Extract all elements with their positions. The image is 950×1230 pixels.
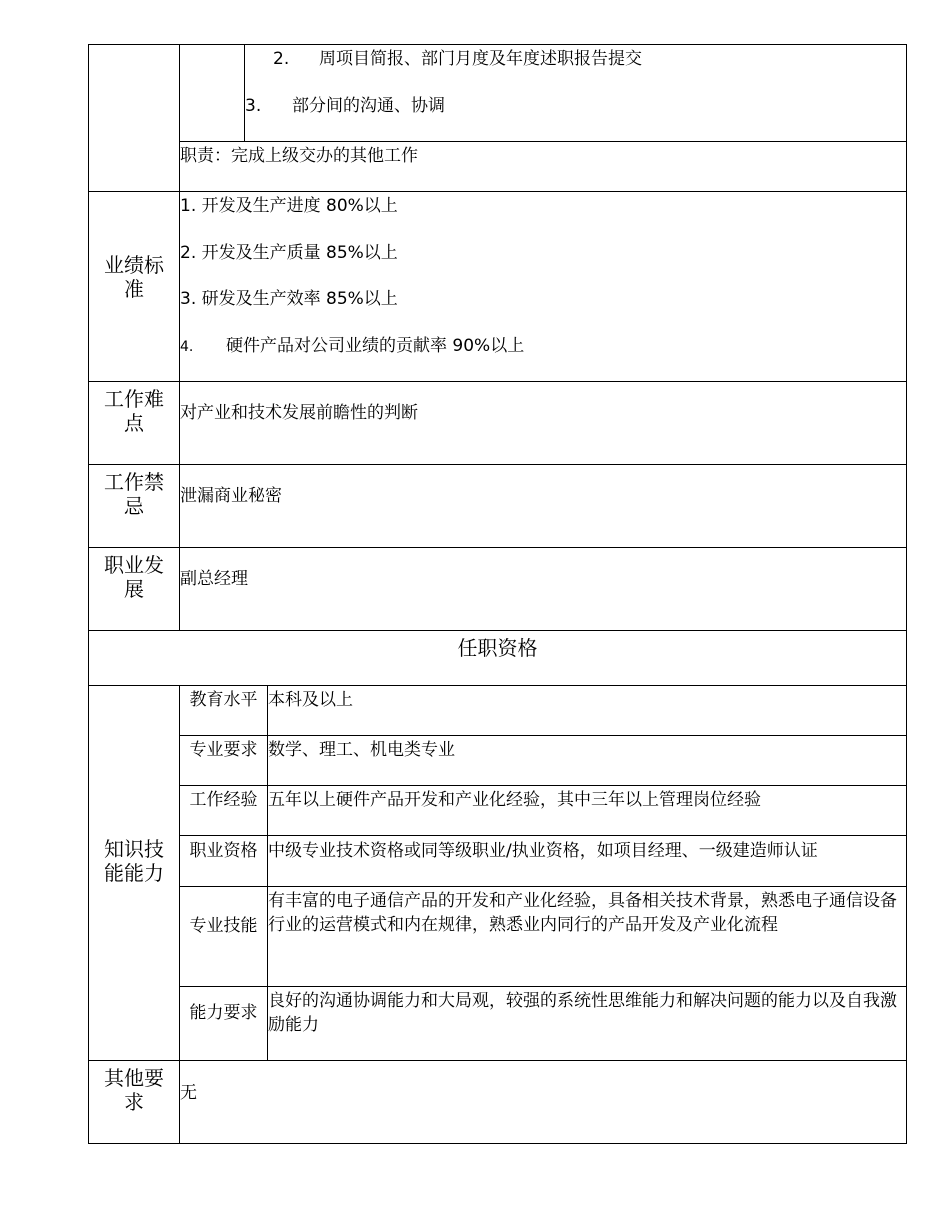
border-duties-subcol [244,44,245,142]
difficulty-text: 对产业和技术发展前瞻性的判断 [180,403,418,423]
knowledge-row-value-experience: 五年以上硬件产品开发和产业化经验，其中三年以上管理岗位经验 [268,790,761,810]
border-qualification-bottom [88,685,907,686]
difficulty-label: 工作难点 [104,387,164,435]
border-k5 [179,986,907,987]
performance-item-1: 1. 开发及生产进度 80%以上 [180,196,398,216]
border-bottom [88,1143,907,1144]
career-text: 副总经理 [180,569,248,589]
knowledge-row-label-certification: 职业资格 [189,841,258,861]
knowledge-row-label-major: 专业要求 [189,740,258,760]
qualification-title: 任职资格 [457,636,538,660]
knowledge-row-label-ability: 能力要求 [189,1003,258,1023]
border-right [906,44,907,1144]
border-career-bottom [88,630,907,631]
border-taboo-bottom [88,547,907,548]
knowledge-row-value-ability: 良好的沟通协调能力和大局观，较强的系统性思维能力和解决问题的能力以及自我激励能力 [268,991,897,1035]
other-text: 无 [180,1083,197,1103]
border-difficulty-bottom [88,464,907,465]
performance-item-4-number: 4. [180,339,194,355]
border-left [88,44,89,1144]
duty-item-2 [273,48,642,70]
border-k3 [179,835,907,836]
performance-item-4-text: 硬件产品对公司业绩的贡献率 90%以上 [226,336,525,356]
duty-item-3-text: 部分间的沟通、协调 [292,96,445,116]
duty-item-2-text: 周项目简报、部门月度及年度述职报告提交 [319,49,642,69]
duty-item-3-number: 3. [245,96,262,116]
performance-label: 业绩标准 [104,253,164,301]
knowledge-row-value-education: 本科及以上 [268,690,353,710]
career-label: 职业发展 [104,553,164,601]
border-duties-inner [179,141,907,142]
border-k2 [179,785,907,786]
border-performance-bottom [88,381,907,382]
duty-other: 职责：完成上级交办的其他工作 [180,146,418,166]
border-duties-bottom [88,191,907,192]
knowledge-label: 知识技能能力 [104,837,164,885]
knowledge-row-value-skills: 有丰富的电子通信产品的开发和产业化经验，具备相关技术背景，熟悉电子通信设备行业的运营模式和内在规律，熟悉业内同行的产品开发及产业化流程 [268,891,897,935]
performance-item-2: 2. 开发及生产质量 85%以上 [180,243,398,263]
border-k1 [179,735,907,736]
knowledge-row-label-skills: 专业技能 [189,916,258,936]
knowledge-row-label-education: 教育水平 [189,690,258,710]
knowledge-row-label-experience: 工作经验 [189,790,258,810]
knowledge-row-value-certification: 中级专业技术资格或同等级职业/执业资格，如项目经理、一级建造师认证 [268,841,818,861]
performance-item-3: 3. 研发及生产效率 85%以上 [180,289,398,309]
border-top [88,44,907,45]
border-k4 [179,886,907,887]
knowledge-row-value-major: 数学、理工、机电类专业 [268,740,455,760]
duty-item-3 [245,95,445,117]
performance-item-4 [180,335,524,358]
taboo-label: 工作禁忌 [104,470,164,518]
duty-item-2-number: 2. [273,49,290,69]
taboo-text: 泄漏商业秘密 [180,486,282,506]
border-knowledge-bottom [88,1060,907,1061]
other-label: 其他要求 [104,1066,164,1114]
